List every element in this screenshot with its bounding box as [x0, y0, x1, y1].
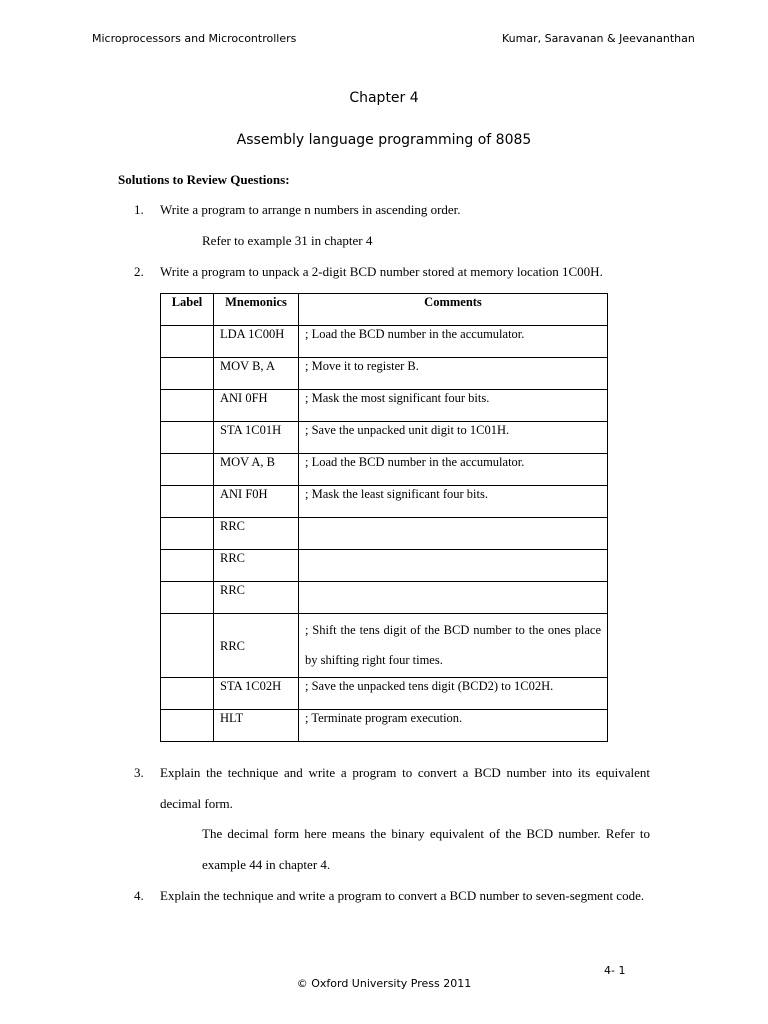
- row-comment: ; Load the BCD number in the accumulator.: [299, 454, 608, 486]
- row-label: [161, 390, 214, 422]
- table-row: [161, 454, 608, 486]
- row-mnemonic: STA 1C01H: [214, 422, 299, 454]
- row-comment: [299, 518, 608, 550]
- question-3-text-line1: Explain the technique and write a program to convert a BCD number into its equivalent: [160, 765, 650, 780]
- row-comment: ; Move it to register B.: [299, 358, 608, 390]
- row-comment: [299, 582, 608, 614]
- row-comment: ; Shift the tens digit of the BCD number to the ones place by shifting right four times.: [299, 614, 608, 678]
- row-mnemonic: HLT: [214, 710, 299, 742]
- row-mnemonic: RRC: [214, 550, 299, 582]
- copyright-footer: © Oxford University Press 2011: [296, 977, 472, 990]
- chapter-title: Chapter 4: [349, 90, 419, 106]
- section-title: Solutions to Review Questions:: [118, 172, 290, 187]
- chapter-subtitle: Assembly language programming of 8085: [236, 132, 532, 148]
- row-label: [161, 486, 214, 518]
- row-mnemonic: ANI 0FH: [214, 390, 299, 422]
- question-4-text: Explain the technique and write a program to convert a BCD number to seven-segment code.: [160, 888, 645, 903]
- row-label: [161, 326, 214, 358]
- column-header-mnemonics: Mnemonics: [214, 294, 299, 326]
- row-comment: [299, 550, 608, 582]
- question-3-number: 3.: [134, 765, 144, 780]
- row-mnemonic: ANI F0H: [214, 486, 299, 518]
- row-label: [161, 422, 214, 454]
- table-row: [161, 550, 608, 582]
- row-label: [161, 454, 214, 486]
- column-header-comments: Comments: [299, 294, 608, 326]
- header-left: Microprocessors and Microcontrollers: [92, 32, 297, 45]
- table-row: [161, 358, 608, 390]
- row-label: [161, 358, 214, 390]
- table-row: [161, 486, 608, 518]
- row-label: [161, 710, 214, 742]
- row-mnemonic: RRC: [214, 614, 299, 678]
- table-row: [161, 326, 608, 358]
- row-comment: ; Mask the most significant four bits.: [299, 390, 608, 422]
- question-2-text: Write a program to unpack a 2-digit BCD number stored at memory location 1C00H.: [160, 264, 603, 279]
- table-row: [161, 390, 608, 422]
- question-3-text-line2: decimal form.: [160, 796, 233, 811]
- row-mnemonic: MOV B, A: [214, 358, 299, 390]
- row-mnemonic: STA 1C02H: [214, 678, 299, 710]
- question-2-number: 2.: [134, 264, 144, 279]
- question-4-number: 4.: [134, 888, 144, 903]
- row-label: [161, 678, 214, 710]
- header-right: Kumar, Saravanan & Jeevananthan: [502, 32, 695, 45]
- row-mnemonic: MOV A, B: [214, 454, 299, 486]
- row-comment: ; Save the unpacked tens digit (BCD2) to 1C02H.: [299, 678, 608, 710]
- row-label: [161, 518, 214, 550]
- question-1-text: Write a program to arrange n numbers in ascending order.: [160, 202, 461, 217]
- table-row: [161, 518, 608, 550]
- table-row: [161, 422, 608, 454]
- row-mnemonic: LDA 1C00H: [214, 326, 299, 358]
- question-1-number: 1.: [134, 202, 144, 217]
- row-comment: ; Save the unpacked unit digit to 1C01H.: [299, 422, 608, 454]
- row-comment: ; Terminate program execution.: [299, 710, 608, 742]
- table-row: [161, 582, 608, 614]
- row-label: [161, 614, 214, 678]
- question-3-answer-line2: example 44 in chapter 4.: [202, 857, 331, 872]
- column-header-label: Label: [161, 294, 214, 326]
- table-row: [161, 614, 608, 678]
- program-table: [160, 293, 608, 742]
- table-row: [161, 710, 608, 742]
- question-1-answer: Refer to example 31 in chapter 4: [202, 233, 373, 248]
- row-comment: ; Load the BCD number in the accumulator.: [299, 326, 608, 358]
- table-row: [161, 678, 608, 710]
- row-mnemonic: RRC: [214, 582, 299, 614]
- table-header-row: [161, 294, 608, 326]
- page-number: 4- 1: [604, 964, 626, 977]
- question-3-answer-line1: The decimal form here means the binary equivalent of the BCD number. Refer to: [202, 826, 650, 841]
- row-label: [161, 582, 214, 614]
- row-mnemonic: RRC: [214, 518, 299, 550]
- row-comment: ; Mask the least significant four bits.: [299, 486, 608, 518]
- row-label: [161, 550, 214, 582]
